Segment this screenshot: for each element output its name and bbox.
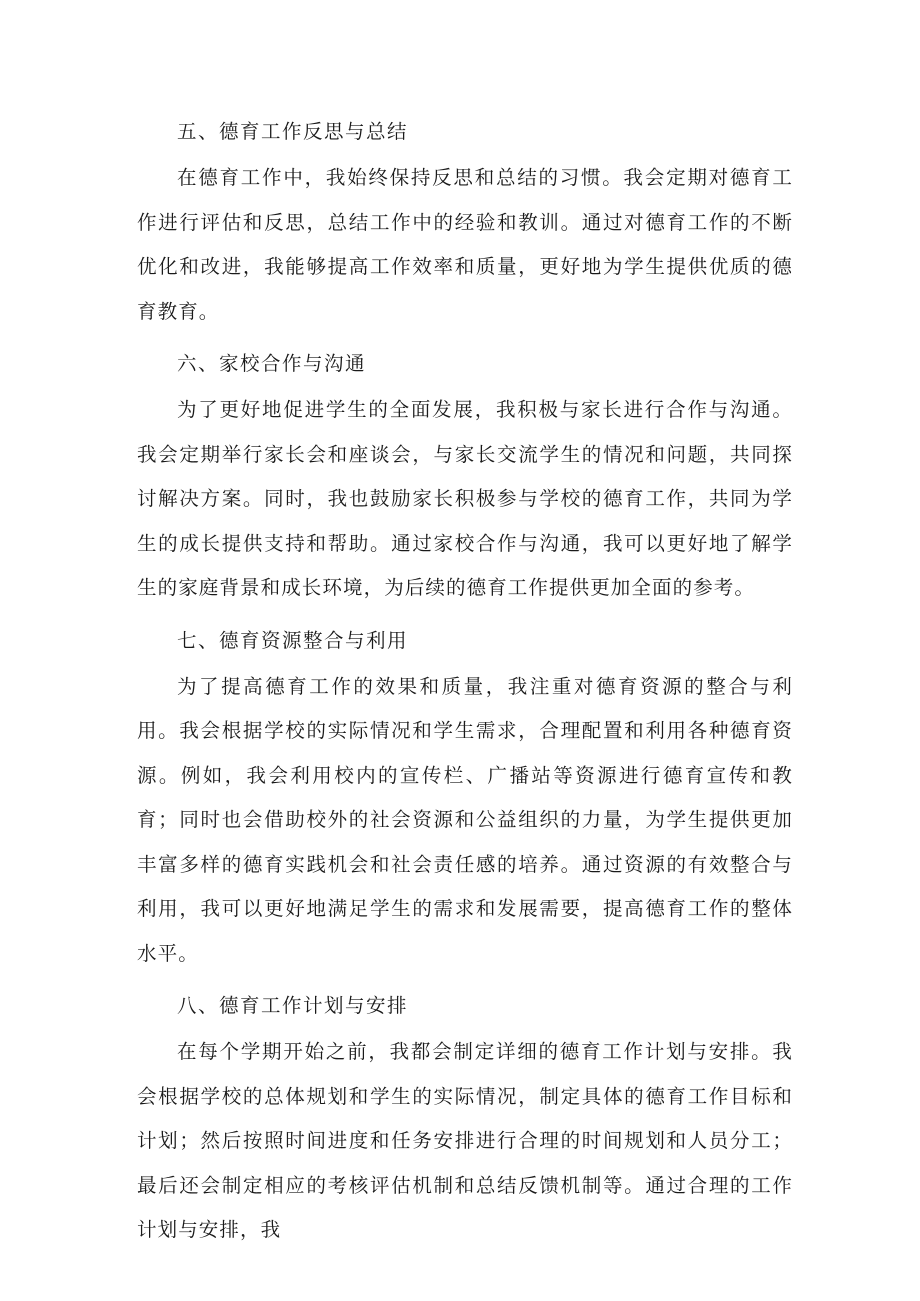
section-plan [137,982,793,1253]
section-resources [137,617,793,977]
section-paragraph: 在德育工作中，我始终保持反思和总结的习惯。我会定期对德育工作进行评估和反思，总结工作中的经验和教训。通过对德育工作的不断优化和改进，我能够提高工作效率和质量，更好地为学生提供优质的德育教育。 [137,166,793,323]
section-paragraph: 为了更好地促进学生的全面发展，我积极与家长进行合作与沟通。我会定期举行家长会和座谈会，与家长交流学生的情况和问题，共同探讨解决方案。同时，我也鼓励家长积极参与学校的德育工作，共同为学生的成长提供支持和帮助。通过家校合作与沟通，我可以更好地了解学生的家庭背景和成长环境，为后续的德育工作提供更加全面的参考。 [137,398,793,599]
section-heading: 五、德育工作反思与总结 [177,120,409,143]
section-heading: 七、德育资源整合与利用 [177,628,409,652]
section-home-school [137,340,793,611]
section-reflection [137,108,793,334]
section-paragraph: 为了提高德育工作的效果和质量，我注重对德育资源的整合与利用。我会根据学校的实际情况和学生需求，合理配置和利用各种德育资源。例如，我会利用校内的宣传栏、广播站等资源进行德育宣传和教育；同时也会借助校外的社会资源和公益组织的力量，为学生提供更加丰富多样的德育实践机会和社会责任感的培养。通过资源的有效整合与利用，我可以更好地满足学生的需求和发展需要，提高德育工作的整体水平。 [137,674,793,965]
document-body [137,108,793,1259]
section-heading: 八、德育工作计划与安排 [177,994,409,1017]
section-heading: 六、家校合作与沟通 [177,352,367,375]
section-paragraph: 在每个学期开始之前，我都会制定详细的德育工作计划与安排。我会根据学校的总体规划和学生的实际情况，制定具体的德育工作目标和计划；然后按照时间进度和任务安排进行合理的时间规划和人员分工；最后还会制定相应的考核评估机制和总结反馈机制等。通过合理的工作计划与安排，我 [137,1040,793,1241]
